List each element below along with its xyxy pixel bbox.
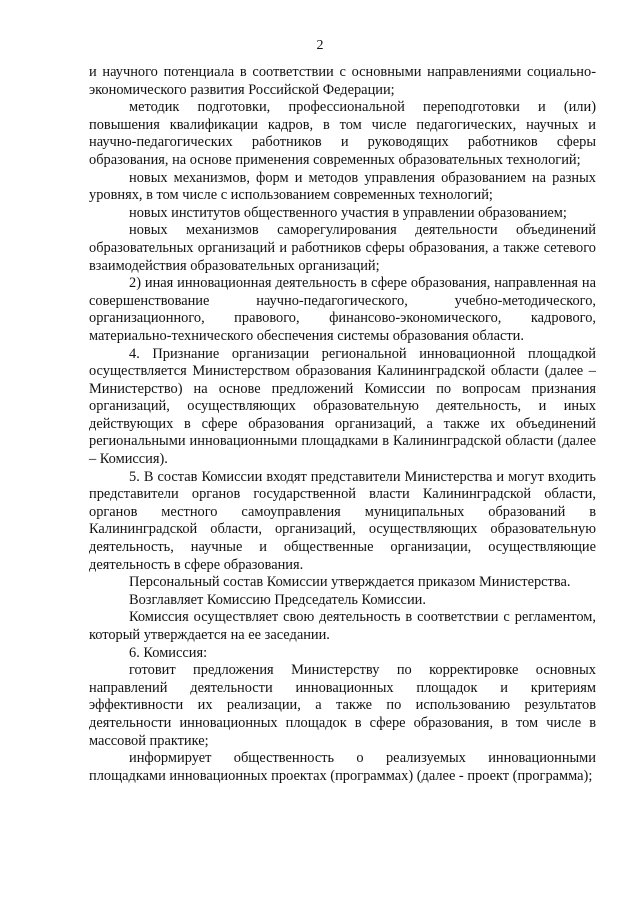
paragraph-chairman: Возглавляет Комиссию Председатель Комиссии. <box>129 591 426 608</box>
paragraph-self-regulation: новых механизмов саморегулирования деятельности объединений образовательных организаций и работников сферы образования, а также сетевого взаимодействия образовательных организаций; <box>89 222 596 274</box>
paragraph-prepares-proposals: готовит предложения Министерству по корректировке основных направлений деятельности инновационных площадок и критериям эффективности их реализации, а также по использованию результатов деятельности инновационных площадок в сфере образования, в том числе в массовой практике; <box>89 662 596 749</box>
paragraph-regulation: Комиссия осуществляет свою деятельность в соответствии с регламентом, который утверждается на ее заседании. <box>89 609 596 643</box>
paragraph-item-2: 2) иная инновационная деятельность в сфере образования, направленная на совершенствование научно-педагогического, учебно-методического, организационного, правового, финансово-экономического, кадрового, материально-технического обеспечения системы образования области. <box>89 275 596 344</box>
paragraph-item-6-heading: 6. Комиссия: <box>129 644 208 661</box>
paragraph-public-institutions: новых институтов общественного участия в управлении образованием; <box>129 204 567 221</box>
paragraph-informs-public: информирует общественность о реализуемых инновационными площадками инновационных проектах (программах) (далее - проект (программа); <box>89 750 596 784</box>
document-body <box>89 64 596 785</box>
paragraph-methods-training: методик подготовки, профессиональной переподготовки и (или) повышения квалификации кадров, в том числе педагогических, научных и научно-педагогических работников и руководящих работников сферы образования, на основе применения современных образовательных технологий; <box>89 99 596 168</box>
paragraph-management-mechanisms: новых механизмов, форм и методов управления образованием на разных уровнях, в том числе с использованием современных технологий; <box>89 169 596 204</box>
paragraph-item-5: 5. В состав Комиссии входят представители Министерства и могут входить представители органов государственной власти Калининградской области, органов местного самоуправления муниципальных образований в Калининградской области, организаций, осуществляющих образовательную деятельность, научные и общественные организации, осуществляющие деятельность в сфере образования. <box>89 468 596 573</box>
page-number: 2 <box>316 38 324 53</box>
paragraph-personal-composition: Персональный состав Комиссии утверждается приказом Министерства. <box>129 574 571 591</box>
paragraph-item-4: 4. Признание организации региональной инновационной площадкой осуществляется Министерством образования Калининградской области (далее – Министерство) на основе предложений Комиссии по вопросам признания организаций, осуществляющих образовательную деятельность, и иных действующих в сфере образования организаций, а также их объединений региональными инновационными площадками в Калининградской области (далее – Комиссия). <box>89 345 596 468</box>
paragraph-continuation: и научного потенциала в соответствии с основными направлениями социально-экономического развития Российской Федерации; <box>89 64 596 98</box>
